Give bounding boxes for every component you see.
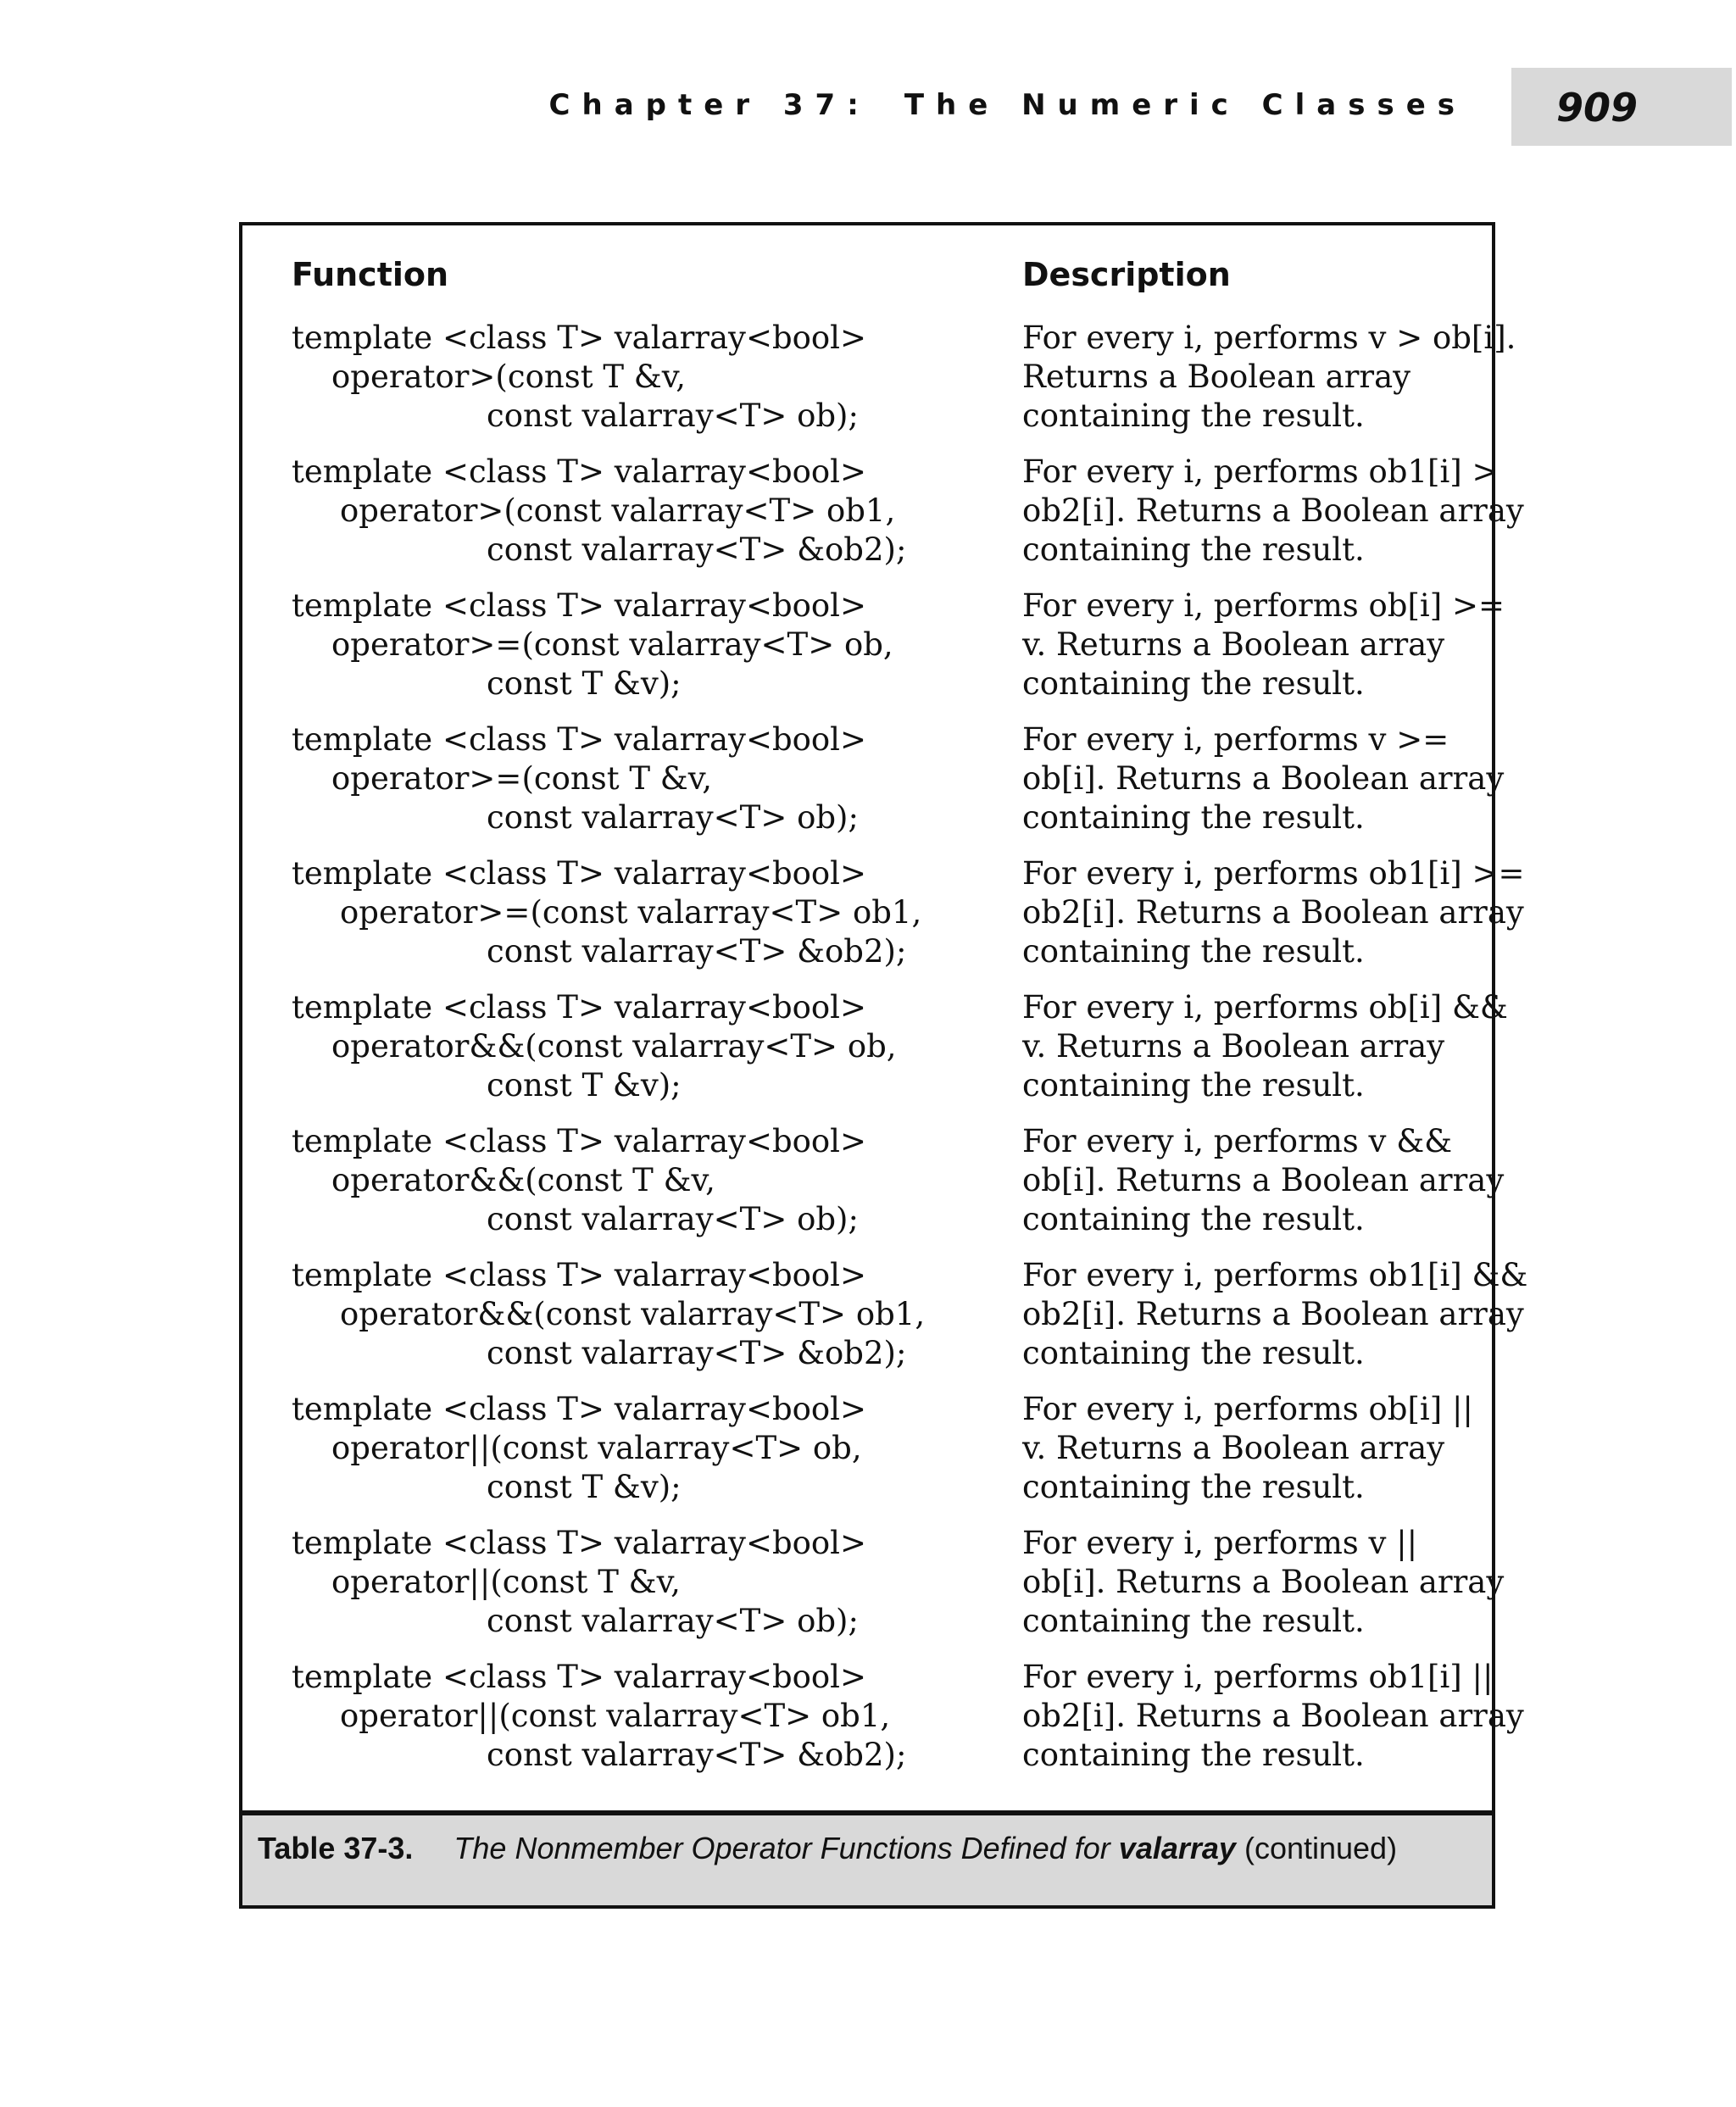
- operator-table: [239, 222, 1528, 1909]
- description-line: containing the result.: [1022, 1469, 1365, 1505]
- description-line: ob[i]. Returns a Boolean array: [1022, 1162, 1505, 1198]
- function-cell: [292, 1122, 1022, 1256]
- table-row: [292, 988, 1508, 1122]
- description-line: For every i, performs v > ob[i].: [1022, 320, 1516, 356]
- function-line: template <class T> valarray<bool>: [292, 1257, 867, 1293]
- table-body: [292, 319, 1528, 1792]
- function-line: operator>=(const valarray<T> ob,: [331, 626, 893, 663]
- description-line: containing the result.: [1022, 397, 1365, 434]
- description-line: For every i, performs ob[i] ||: [1022, 1391, 1473, 1427]
- description-line: containing the result.: [1022, 799, 1365, 836]
- function-line: const T &v);: [487, 665, 682, 702]
- function-line: template <class T> valarray<bool>: [292, 721, 867, 758]
- table-row: [292, 720, 1505, 854]
- description-cell: [1022, 1390, 1473, 1524]
- description-cell: [1022, 854, 1525, 988]
- function-cell: [292, 587, 1022, 720]
- description-line: For every i, performs ob1[i] >=: [1022, 855, 1525, 892]
- function-cell: [292, 453, 1022, 587]
- description-line: v. Returns a Boolean array: [1022, 1430, 1445, 1466]
- chapter-label: Chapter 37:: [548, 88, 871, 122]
- description-line: v. Returns a Boolean array: [1022, 1028, 1445, 1065]
- function-line: const valarray<T> ob);: [487, 397, 859, 434]
- function-cell: [292, 1658, 1022, 1792]
- description-line: For every i, performs ob1[i] >: [1022, 453, 1499, 490]
- description-line: ob2[i]. Returns a Boolean array: [1022, 1296, 1524, 1332]
- function-line: const valarray<T> &ob2);: [487, 1335, 907, 1371]
- table-row: [292, 1390, 1478, 1524]
- description-cell: [1022, 587, 1505, 720]
- description-line: Returns a Boolean array: [1022, 359, 1411, 395]
- description-line: For every i, performs ob[i] &&: [1022, 989, 1508, 1026]
- function-line: operator||(const valarray<T> ob,: [331, 1430, 862, 1466]
- description-cell: [1022, 1122, 1505, 1256]
- function-line: const valarray<T> &ob2);: [487, 531, 907, 568]
- description-line: containing the result.: [1022, 1603, 1365, 1639]
- function-line: template <class T> valarray<bool>: [292, 989, 867, 1026]
- description-cell: [1022, 319, 1516, 453]
- description-line: containing the result.: [1022, 1335, 1365, 1371]
- description-cell: [1022, 1658, 1524, 1792]
- table-row: [292, 1524, 1505, 1658]
- function-line: operator>(const valarray<T> ob1,: [340, 492, 896, 529]
- description-cell: [1022, 988, 1508, 1122]
- description-line: containing the result.: [1022, 933, 1365, 970]
- chapter-title: The Numeric Classes: [904, 88, 1466, 122]
- function-cell: [292, 988, 1022, 1122]
- function-line: template <class T> valarray<bool>: [292, 1525, 867, 1561]
- function-line: template <class T> valarray<bool>: [292, 1391, 867, 1427]
- function-line: template <class T> valarray<bool>: [292, 587, 867, 624]
- function-line: const valarray<T> ob);: [487, 1201, 859, 1237]
- caption-label: Table 37-3.: [258, 1831, 414, 1865]
- table-caption: [258, 1831, 1397, 1866]
- table-row: [292, 1256, 1528, 1390]
- function-line: operator||(const T &v,: [331, 1564, 681, 1600]
- caption-suffix: (continued): [1244, 1831, 1398, 1865]
- function-line: template <class T> valarray<bool>: [292, 453, 867, 490]
- column-header-description: Description: [1022, 256, 1231, 293]
- description-line: For every i, performs ob1[i] ||: [1022, 1659, 1494, 1695]
- description-line: ob[i]. Returns a Boolean array: [1022, 760, 1505, 797]
- page-number: 909: [1556, 85, 1639, 131]
- description-line: v. Returns a Boolean array: [1022, 626, 1445, 663]
- description-line: ob2[i]. Returns a Boolean array: [1022, 894, 1524, 931]
- table-row: [292, 1658, 1524, 1792]
- table-row: [292, 319, 1516, 453]
- function-line: template <class T> valarray<bool>: [292, 320, 867, 356]
- column-header-function: Function: [292, 256, 449, 293]
- function-line: template <class T> valarray<bool>: [292, 855, 867, 892]
- function-line: const valarray<T> &ob2);: [487, 933, 907, 970]
- function-line: const valarray<T> ob);: [487, 799, 859, 836]
- table-caption-bar: [242, 1810, 1492, 1905]
- function-line: operator&&(const valarray<T> ob1,: [340, 1296, 926, 1332]
- description-line: containing the result.: [1022, 531, 1365, 568]
- function-line: const valarray<T> ob);: [487, 1603, 859, 1639]
- description-line: For every i, performs ob1[i] &&: [1022, 1257, 1528, 1293]
- description-line: For every i, performs v >=: [1022, 721, 1449, 758]
- description-cell: [1022, 453, 1524, 587]
- function-line: operator||(const valarray<T> ob1,: [340, 1698, 891, 1734]
- description-line: containing the result.: [1022, 665, 1365, 702]
- running-head: [549, 88, 1466, 122]
- function-line: operator>(const T &v,: [331, 359, 686, 395]
- function-line: operator>=(const T &v,: [331, 760, 712, 797]
- function-line: operator>=(const valarray<T> ob1,: [340, 894, 922, 931]
- function-cell: [292, 1390, 1022, 1524]
- caption-title: The Nonmember Operator Functions Defined for: [453, 1831, 1110, 1865]
- description-cell: [1022, 1524, 1505, 1658]
- function-cell: [292, 1256, 1022, 1390]
- description-line: containing the result.: [1022, 1201, 1365, 1237]
- caption-keyword: valarray: [1118, 1831, 1236, 1865]
- description-cell: [1022, 720, 1505, 854]
- function-cell: [292, 319, 1022, 453]
- function-line: const valarray<T> &ob2);: [487, 1737, 907, 1773]
- function-cell: [292, 720, 1022, 854]
- function-line: const T &v);: [487, 1469, 682, 1505]
- description-line: For every i, performs v &&: [1022, 1123, 1453, 1159]
- table-row: [292, 1122, 1505, 1256]
- function-cell: [292, 854, 1022, 988]
- description-line: ob[i]. Returns a Boolean array: [1022, 1564, 1505, 1600]
- description-cell: [1022, 1256, 1528, 1390]
- function-cell: [292, 1524, 1022, 1658]
- function-line: template <class T> valarray<bool>: [292, 1659, 867, 1695]
- description-line: containing the result.: [1022, 1067, 1365, 1104]
- function-line: operator&&(const valarray<T> ob,: [331, 1028, 897, 1065]
- table-row: [292, 854, 1525, 988]
- description-line: For every i, performs v ||: [1022, 1525, 1418, 1561]
- description-line: For every i, performs ob[i] >=: [1022, 587, 1505, 624]
- function-line: operator&&(const T &v,: [331, 1162, 715, 1198]
- description-line: ob2[i]. Returns a Boolean array: [1022, 1698, 1524, 1734]
- table-row: [292, 587, 1505, 720]
- function-line: const T &v);: [487, 1067, 682, 1104]
- table-row: [292, 453, 1524, 587]
- description-line: ob2[i]. Returns a Boolean array: [1022, 492, 1524, 529]
- description-line: containing the result.: [1022, 1737, 1365, 1773]
- function-line: template <class T> valarray<bool>: [292, 1123, 867, 1159]
